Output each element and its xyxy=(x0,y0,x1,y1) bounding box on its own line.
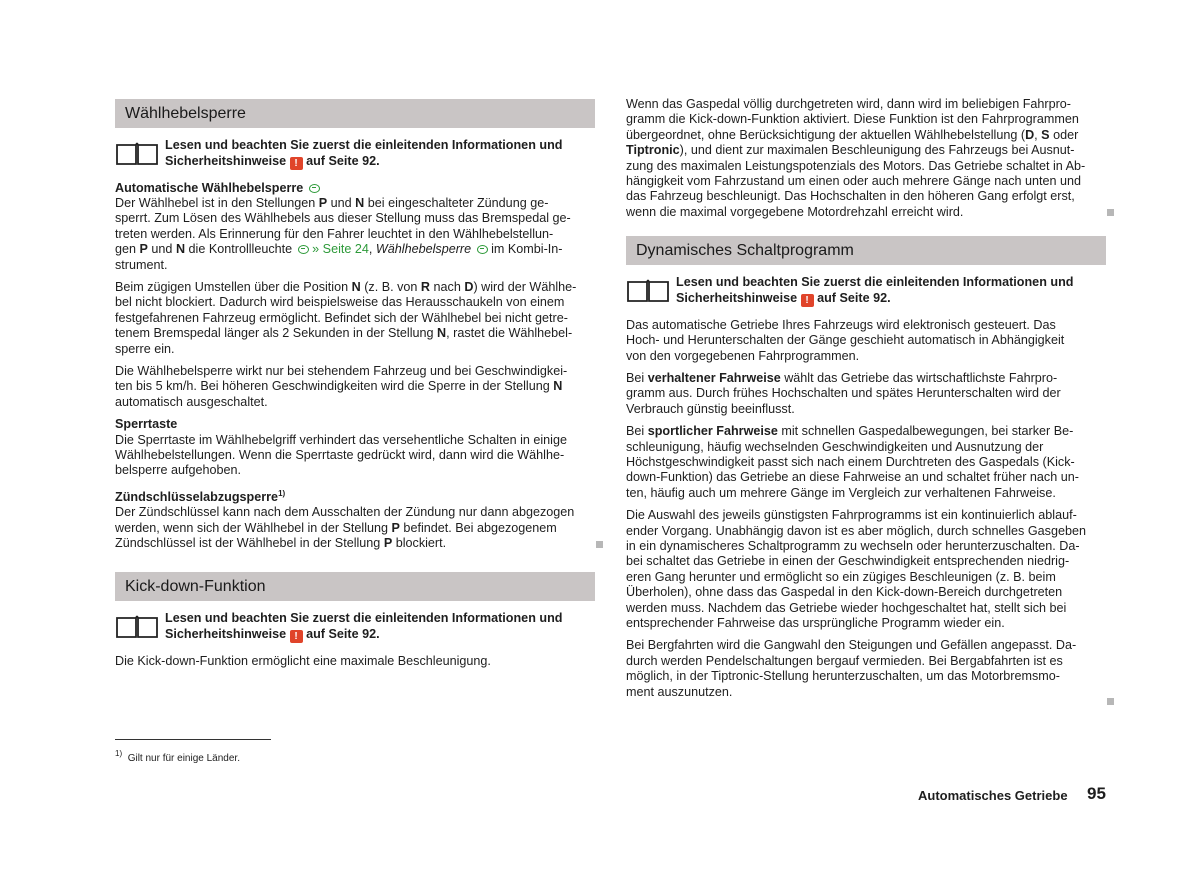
right-column xyxy=(626,97,1106,707)
footnote-rule xyxy=(115,739,271,740)
footnote-marker: 1) xyxy=(115,749,123,758)
subheading-text: Automatische Wählhebelsperre xyxy=(115,180,304,195)
notice-line: Sicherheitshinweise xyxy=(165,626,290,641)
paragraph: Der Wählhebel ist in den Stellungen P und N bei eingeschalteter Zündung ge- sperrt. Zum Lösen des Wählhebels aus dieser Stellung muss das Bremspedal ge- treten werden. Als Erinnerung für den Fahrer leuchtet in den Wählhebelstellun- gen P und N die Kontrollleuchte » Seite 24, Wählhebelsperre im Kombi-In- strument. xyxy=(115,195,571,272)
paragraph: Der Zündschlüssel kann nach dem Ausschalten der Zündung nur dann abgezogen werden, wenn sich der Wählhebel in der Stellung P befindet. Bei abgezogenem Zündschlüssel ist der Wählhebel in der Stellung P blockiert. xyxy=(115,505,575,551)
paragraph: Das automatische Getriebe Ihres Fahrzeugs wird elektronisch gesteuert. Das Hoch- und Herunterschalten der Gänge geschieht automatisch in Abhängigkeit von den vorgegebenen Fahrprogrammen. xyxy=(626,317,1065,363)
footnote xyxy=(115,748,240,765)
safety-notice xyxy=(115,611,595,643)
warning-icon: ! xyxy=(290,157,303,170)
notice-line: Sicherheitshinweise xyxy=(165,153,290,168)
page-number: 95 xyxy=(1087,784,1106,803)
notice-page-ref: auf Seite 92. xyxy=(302,626,380,641)
eco-icon xyxy=(477,245,488,254)
notice-line: Lesen und beachten Sie zuerst die einleitenden Informationen und xyxy=(676,275,1074,290)
book-icon xyxy=(115,140,159,166)
footnote-marker: 1) xyxy=(278,488,286,498)
lock-key-block xyxy=(115,417,595,479)
notice-page-ref: auf Seite 92. xyxy=(813,290,891,305)
section-end-mark xyxy=(596,541,603,548)
left-column xyxy=(115,99,595,676)
paragraph: Beim zügigen Umstellen über die Position N (z. B. von R nach D) wird der Wählhe- bel nicht blockiert. Dadurch wird beispielsweise das Herausschaukeln von einem festgefahrenen Fahrzeug ermöglicht. Befindet sich der Wählhebel bei nicht getre- tenem Bremspedal länger als 2 Sekunden in der Stellung N, rastet die Wählhebel- sperre ein. xyxy=(115,279,577,356)
ignition-key-block xyxy=(115,486,595,552)
page-link[interactable]: » Seite 24 xyxy=(312,242,369,257)
safety-notice xyxy=(115,138,595,170)
paragraph: Die Kick-down-Funktion ermöglicht eine maximale Beschleunigung. xyxy=(115,653,491,668)
paragraph: Die Sperrtaste im Wählhebelgriff verhindert das versehentliche Schalten in einige Wählhebelstellungen. Wenn die Sperrtaste gedrückt wird, dann wird die Wählhe- belsperre aufgehoben. xyxy=(115,432,567,478)
section-end-mark xyxy=(1107,209,1114,216)
paragraph: Bei Bergfahrten wird die Gangwahl den Steigungen und Gefällen angepasst. Da- durch werden Pendelschaltungen bergauf vermieden. Bei Bergabfahrten ist es möglich, in der Tiptronic-Stellung herunterzuschalten, um das Motorbremsmo- ment auszunutzen. xyxy=(626,638,1077,699)
warning-icon: ! xyxy=(290,630,303,643)
paragraph: Die Auswahl des jeweils günstigsten Fahrprogramms ist ein kontinuierlich ablauf- ender Vorgang. Unabhängig davon ist es aber möglich, durch schnelles Gasgeben in ein dynamischeres Schaltprogramm zu wechseln oder herunterzuschalten. Da- bei schaltet das Getriebe in einen der Geschwindigkeit entsprechenden niedrig- eren Gang herunter und ermöglicht so ein zügiges Beschleunigen (z. B. beim Überholen), ohne dass das Gaspedal in den Kick-down-Bereich durchgetreten werden muss. Nachdem das Getriebe wieder hochgeschaltet hat, stellt sich bei entsprechender Fahrweise das ursprüngliche Programm wieder ein. xyxy=(626,508,1086,631)
subheading: Zündschlüsselabzugsperre$^{1)}$ xyxy=(115,488,286,504)
notice-text xyxy=(165,611,562,643)
footnote-text: Gilt nur für einige Länder. xyxy=(127,753,240,764)
auto-lock-block xyxy=(115,181,595,273)
notice-line: Sicherheitshinweise xyxy=(676,290,801,305)
section-end-mark xyxy=(1107,698,1114,705)
section-heading-waehlhebelsperre: Wählhebelsperre xyxy=(115,99,595,128)
eco-icon xyxy=(298,245,309,254)
notice-page-ref: auf Seite 92. xyxy=(302,153,380,168)
book-icon xyxy=(115,613,159,639)
paragraph: Wenn das Gaspedal völlig durchgetreten wird, dann wird im beliebigen Fahrpro- gramm die Kick-down-Funktion aktiviert. Diese Funktion ist den Fahrprogrammen übergeordnet, ohne Berücksichtigung der aktuellen Wählhebelstellung (D, S oder Tiptronic), und dient zur maximalen Beschleunigung des Fahrzeugs bei Ausnut- zung des maximalen Leistungspotenzials des Motors. Das Getriebe schaltet in Ab- hängigkeit vom Fahrzustand um einen oder auch mehrere Gänge nach unten und das Fahrzeug beschleunigt. Das Hochschalten in den höheren Gang erfolgt erst, wenn die maximal vorgegebene Motordrehzahl erreicht wird. xyxy=(626,97,1086,219)
notice-line: Lesen und beachten Sie zuerst die einleitenden Informationen und xyxy=(165,138,563,152)
eco-icon xyxy=(309,184,320,193)
safety-notice xyxy=(626,275,1106,307)
subheading xyxy=(115,181,595,196)
footer-chapter-label: Automatisches Getriebe xyxy=(918,788,1068,803)
warning-icon: ! xyxy=(801,294,814,307)
section-heading-kick-down: Kick-down-Funktion xyxy=(115,572,595,601)
subheading: Sperrtaste xyxy=(115,417,178,432)
notice-text xyxy=(676,275,1073,307)
book-icon xyxy=(626,277,670,303)
paragraph: Bei verhaltener Fahrweise wählt das Getriebe das wirtschaftlichste Fahrpro- gramm aus. Durch frühes Hochschalten und spätes Herunterschalten wird der Verbrauch günstig beeinflusst. xyxy=(626,370,1061,416)
section-heading-dynamic-shift: Dynamisches Schaltprogramm xyxy=(626,236,1106,265)
notice-text xyxy=(165,138,562,170)
paragraph: Die Wählhebelsperre wirkt nur bei stehendem Fahrzeug und bei Geschwindigkei- ten bis 5 km/h. Bei höheren Geschwindigkeiten wird die Sperre in der Stellung N automatisch ausgeschaltet. xyxy=(115,363,568,409)
paragraph: Bei sportlicher Fahrweise mit schnellen Gaspedalbewegungen, bei starker Be- schleunigung, häufig wechselnden Geschwindigkeiten und Ausnutzung der Höchstgeschwindigkeit passt sich nach einem Durchtreten des Gaspedals (Kick- down-Funktion) das Getriebe an diese Fahrweise an und schaltet früher nach un- ten, häufig auch um mehrere Gänge im Vergleich zur verhaltenen Fahrweise. xyxy=(626,424,1079,500)
notice-line: Lesen und beachten Sie zuerst die einleitenden Informationen und xyxy=(165,611,563,626)
